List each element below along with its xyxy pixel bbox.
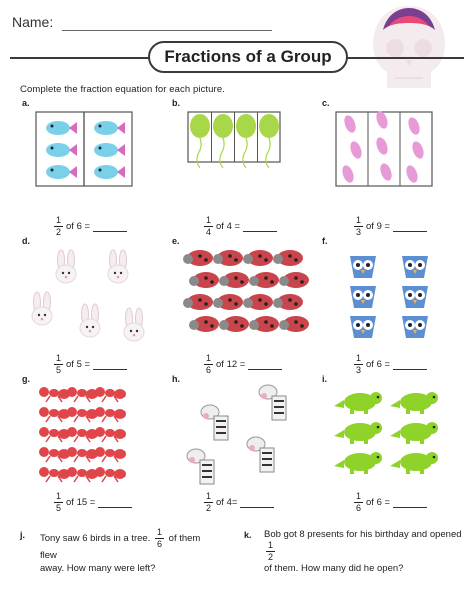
fish-icon [46, 143, 77, 157]
ladybug-icon [183, 250, 213, 266]
ladybug-icon [213, 294, 243, 310]
problem-letter: g. [22, 374, 30, 384]
problem-letter: i. [322, 374, 328, 384]
problem-letter: j. [20, 530, 26, 540]
bunny-icon [108, 250, 128, 283]
answer-blank[interactable] [393, 222, 427, 232]
ant-icon [39, 427, 70, 442]
owl-icon [350, 286, 376, 308]
balloon-icon [236, 114, 256, 168]
ladybug-icon [219, 316, 249, 332]
ant-icon [67, 427, 98, 442]
word-problem-text: of them flew [40, 533, 201, 561]
bunny-icon [124, 308, 144, 341]
problem-a [22, 98, 172, 238]
word-problem-j [20, 527, 210, 575]
ladybug-icon [183, 294, 213, 310]
leaf-icon [404, 164, 420, 184]
ant-icon [67, 387, 98, 402]
zebra-icon [201, 405, 228, 440]
ant-icon [67, 467, 98, 482]
dinosaur-icon [390, 392, 438, 414]
problem-letter: b. [172, 98, 180, 108]
fraction-equation [54, 354, 127, 375]
word-problem-text: away. How many were left? [40, 563, 156, 574]
fraction-equation [354, 492, 427, 513]
equation-text: of 5 = [66, 359, 91, 370]
problem-letter: k. [244, 530, 252, 540]
ladybug-icon [189, 316, 219, 332]
ladybug-picture [176, 244, 316, 357]
problem-letter: f. [322, 236, 328, 246]
answer-blank[interactable] [93, 360, 127, 370]
leaf-picture [326, 106, 466, 219]
owl-icon [350, 256, 376, 278]
ladybug-icon [189, 272, 219, 288]
equation-text: of 4 = [216, 221, 241, 232]
name-input-line[interactable] [62, 30, 272, 31]
ladybug-icon [249, 316, 279, 332]
owl-icon [402, 256, 428, 278]
ant-icon [39, 407, 70, 422]
owl-icon [350, 316, 376, 338]
fraction: $\frac{1}{5}$ [56, 353, 62, 375]
bunny-icon [56, 250, 76, 283]
word-problem-k [244, 528, 464, 575]
fraction-equation [204, 216, 277, 237]
problem-letter: a. [22, 98, 30, 108]
owl-picture [326, 244, 466, 357]
word-problem-text: Bob got 8 presents for his birthday and opened [264, 529, 462, 540]
answer-blank[interactable] [243, 222, 277, 232]
ant-icon [67, 447, 98, 462]
problem-letter: d. [22, 236, 30, 246]
balloon-icon [259, 114, 279, 168]
answer-blank[interactable] [98, 498, 132, 508]
ant-icon [39, 467, 70, 482]
problem-letter: e. [172, 236, 180, 246]
leaf-icon [374, 110, 390, 130]
ladybug-icon [213, 250, 243, 266]
leaf-icon [378, 162, 394, 182]
answer-blank[interactable] [93, 222, 127, 232]
fraction: $\frac{1}{3}$ [356, 215, 362, 237]
leaf-icon [406, 116, 422, 136]
problem-d [22, 236, 172, 376]
answer-blank[interactable] [393, 498, 427, 508]
fish-icon [46, 165, 77, 179]
balloon-icon [213, 114, 233, 168]
zebra-icon [247, 437, 274, 472]
ladybug-icon [219, 272, 249, 288]
problem-b [172, 98, 322, 238]
ant-icon [67, 407, 98, 422]
ant-icon [39, 447, 70, 462]
problem-g [22, 374, 172, 514]
fish-picture [26, 106, 166, 219]
dinosaur-icon [390, 452, 438, 474]
ant-picture [26, 382, 166, 495]
problem-c [322, 98, 472, 238]
fraction: $\frac{1}{6}$ [157, 527, 163, 549]
ant-icon [95, 387, 126, 402]
ant-icon [95, 447, 126, 462]
balloon-picture [176, 106, 316, 219]
zebra-icon [187, 449, 214, 484]
fraction: $\frac{1}{6}$ [206, 353, 212, 375]
fraction: $\frac{1}{5}$ [56, 491, 62, 513]
sugar-skull-icon [365, 0, 453, 96]
balloon-icon [190, 114, 210, 168]
ladybug-icon [243, 250, 273, 266]
fish-icon [94, 165, 125, 179]
ladybug-icon [279, 316, 309, 332]
ant-icon [39, 387, 70, 402]
equation-text: of 4= [216, 497, 238, 508]
problem-h [172, 374, 322, 514]
problem-i [322, 374, 472, 514]
ladybug-icon [249, 272, 279, 288]
zebra-icon [259, 385, 286, 420]
answer-blank[interactable] [248, 360, 282, 370]
word-problem-text: Tony saw 6 birds in a tree. [40, 533, 151, 545]
ladybug-icon [273, 294, 303, 310]
dinosaur-icon [334, 422, 382, 444]
fraction: $\frac{1}{4}$ [206, 215, 212, 237]
fish-icon [46, 121, 77, 135]
fraction: $\frac{1}{2}$ [56, 215, 62, 237]
answer-blank[interactable] [393, 360, 427, 370]
fraction-equation [204, 492, 274, 513]
dinosaur-icon [334, 452, 382, 474]
problem-f [322, 236, 472, 376]
problem-letter: c. [322, 98, 330, 108]
owl-icon [402, 316, 428, 338]
fish-icon [94, 143, 125, 157]
fraction-equation [354, 354, 427, 375]
instructions: Complete the fraction equation for each picture. [20, 84, 225, 95]
fraction: $\frac{1}{2}$ [268, 540, 274, 562]
fraction: $\frac{1}{3}$ [356, 353, 362, 375]
equation-text: of 9 = [366, 221, 391, 232]
fraction-equation [354, 216, 427, 237]
ladybug-icon [273, 250, 303, 266]
fraction: $\frac{1}{6}$ [356, 491, 362, 513]
leaf-icon [374, 136, 390, 156]
fish-icon [94, 121, 125, 135]
dinosaur-icon [390, 422, 438, 444]
dinosaur-icon [334, 392, 382, 414]
ant-icon [95, 407, 126, 422]
problem-e [172, 236, 322, 376]
leaf-icon [348, 140, 364, 160]
leaf-icon [410, 140, 426, 160]
equation-text: of 12 = [216, 359, 246, 370]
owl-icon [402, 286, 428, 308]
equation-text: of 15 = [66, 497, 96, 508]
ant-icon [95, 427, 126, 442]
ladybug-icon [243, 294, 273, 310]
name-label: Name: [12, 14, 54, 30]
equation-text: of 6 = [366, 359, 391, 370]
fraction-equation [54, 492, 132, 513]
leaf-icon [340, 164, 356, 184]
equation-text: of 6 = [66, 221, 91, 232]
page-title: Fractions of a Group [148, 41, 348, 73]
fraction-equation [54, 216, 127, 237]
zebra-picture [176, 382, 316, 495]
word-problem-text: of them. How many did he open? [264, 563, 404, 574]
bunny-picture [26, 244, 166, 357]
leaf-icon [342, 114, 358, 134]
fraction-equation [204, 354, 282, 375]
bunny-icon [80, 304, 100, 337]
ladybug-icon [279, 272, 309, 288]
equation-text: of 6 = [366, 497, 391, 508]
dinosaur-picture [326, 382, 466, 495]
problem-letter: h. [172, 374, 180, 384]
answer-blank[interactable] [240, 498, 274, 508]
fraction: $\frac{1}{2}$ [206, 491, 212, 513]
bunny-icon [32, 292, 52, 325]
ant-icon [95, 467, 126, 482]
